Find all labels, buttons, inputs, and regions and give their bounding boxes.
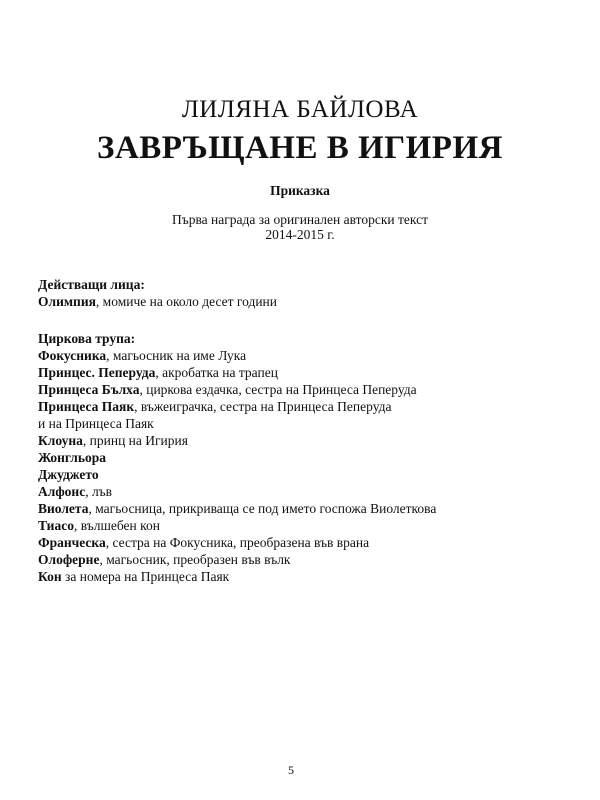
character-desc: , момиче на около десет години [95,294,278,309]
character-name: Клоуна [38,433,83,448]
character-desc: , принц на Игирия [82,433,188,448]
award-year: 2014-2015 г. [265,227,335,242]
genre-label: Приказка [270,183,330,198]
character-desc: за номера на Принцеса Паяк [61,569,230,584]
character-desc: , магьосник, преобразен във вълк [99,552,291,567]
character-desc: , въжеиграчка, сестра на Принцеса Пеперуда [134,399,392,414]
cast-entry [38,568,578,585]
cast-entry [38,466,578,483]
troupe-heading: Циркова трупа: [38,331,136,346]
character-name: Олимпия [38,294,96,309]
cast-entry [38,483,578,500]
character-desc: , магьосница, прикриваща се под името госпожа Виолеткова [88,501,437,516]
cast-entry [38,293,578,310]
cast-entry [38,534,578,551]
character-name: Жонгльора [38,450,107,465]
cast-entry [38,347,578,364]
cast-entry [38,449,578,466]
character-name: Тиасо [38,518,74,533]
cast-entry [38,364,578,381]
character-desc: , вълшебен кон [73,518,160,533]
character-name: Кон [38,569,62,584]
page-number: 5 [288,763,294,777]
character-desc: , лъв [85,484,113,499]
play-title: ЗАВРЪЩАНЕ В ИГИРИЯ [97,130,503,166]
cast-entry-continuation [38,415,578,432]
award-note [0,212,600,242]
character-desc: , магьосник на име Лука [106,348,247,363]
cast-list [38,276,578,585]
character-desc: и на Принцеса Паяк [38,416,154,431]
author-name: ЛИЛЯНА БАЙЛОВА [181,96,419,123]
character-desc: , циркова ездачка, сестра на Принцеса Пеперуда [139,382,417,397]
cast-entry [38,398,578,415]
character-name: Принцеса Бълха [38,382,140,397]
character-name: Франческа [38,535,106,550]
award-line-1: Първа награда за оригинален авторски текст [171,212,429,227]
character-desc: , акробатка на трапец [155,365,278,380]
character-name: Джуджето [38,467,99,482]
cast-entry [38,381,578,398]
character-name: Принцес. Пеперуда [38,365,156,380]
character-name: Принцеса Паяк [38,399,135,414]
character-name: Алфонс [38,484,86,499]
character-name: Олоферне [38,552,100,567]
cast-heading: Действащи лица: [38,277,145,292]
cast-entry [38,500,578,517]
character-desc: , сестра на Фокусника, преобразена във врана [105,535,370,550]
cast-entry [38,517,578,534]
character-name: Виолета [38,501,89,516]
cast-entry [38,432,578,449]
cast-entry [38,551,578,568]
character-name: Фокусника [38,348,107,363]
